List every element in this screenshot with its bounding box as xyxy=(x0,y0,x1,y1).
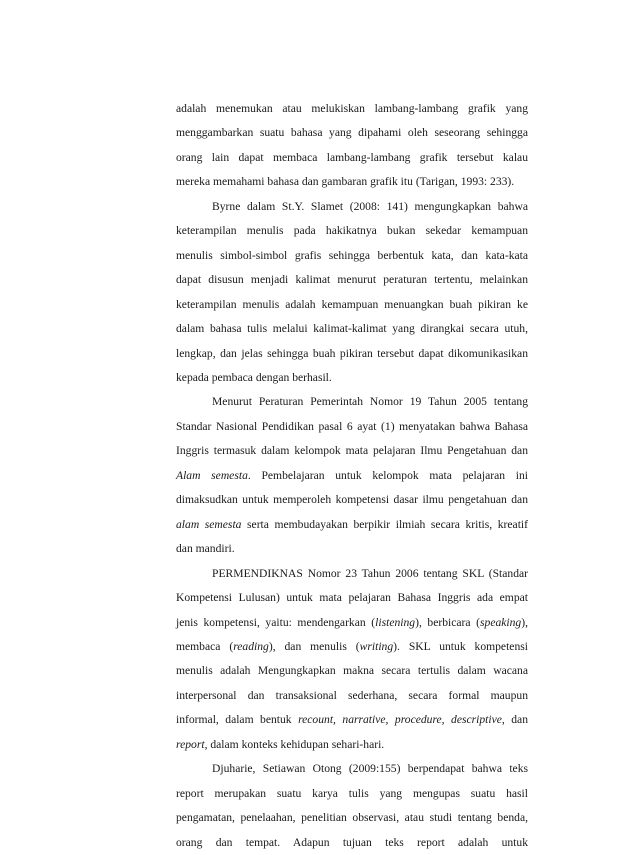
text-line: alam semesta serta membudayakan berpikir ilmiah secara kritis, kreatif xyxy=(176,517,528,531)
text-line: keterampilan menulis pada hakikatnya bukan sekedar kemampuan xyxy=(176,224,528,238)
text-line: Inggris termasuk dalam kelompok mata pelajaran Ilmu Pengetahuan dan xyxy=(176,444,528,458)
text-line: Menurut Peraturan Pemerintah Nomor 19 Tahun 2005 tentang xyxy=(212,395,528,409)
text-line: dapat disusun menjadi kalimat menurut peraturan tertentu, melainkan xyxy=(176,273,528,287)
paragraph-1 xyxy=(176,97,528,195)
paragraph-4 xyxy=(176,562,528,758)
paragraph-2 xyxy=(176,195,528,391)
text-line: menulis simbol-simbol grafis sehingga berbentuk kata, dan kata-kata xyxy=(176,248,528,262)
text-line: mereka memahami bahasa dan gambaran grafik itu (Tarigan, 1993: 233). xyxy=(176,175,515,189)
text-line: report, dalam konteks kehidupan sehari-hari. xyxy=(176,737,385,751)
text-line: PERMENDIKNAS Nomor 23 Tahun 2006 tentang SKL (Standar xyxy=(212,566,528,580)
text-line: menggambarkan suatu bahasa yang dipahami oleh seseorang sehingga xyxy=(176,126,528,140)
text-line: report merupakan suatu karya tulis yang mengupas suatu hasil xyxy=(176,786,528,800)
text-line: kepada pembaca dengan berhasil. xyxy=(176,370,332,384)
text-line: Byrne dalam St.Y. Slamet (2008: 141) mengungkapkan bahwa xyxy=(212,199,528,213)
text-line: menulis adalah Mengungkapkan makna secara tertulis dalam wacana xyxy=(176,664,528,678)
text-line: keterampilan menulis adalah kemampuan menuangkan buah pikiran ke xyxy=(176,297,528,311)
document-page xyxy=(176,97,528,855)
text-line: lengkap, dan jelas sehingga buah pikiran tersebut dapat dikomunikasikan xyxy=(176,346,528,360)
text-line: informal, dalam bentuk recount, narrative, procedure, descriptive, dan xyxy=(176,713,528,727)
text-line: Alam semesta. Pembelajaran untuk kelompok mata pelajaran ini xyxy=(176,468,528,482)
text-line: Standar Nasional Pendidikan pasal 6 ayat (1) menyatakan bahwa Bahasa xyxy=(176,419,528,433)
text-line: dimaksudkan untuk memperoleh kompetensi dasar ilmu pengetahuan dan xyxy=(176,493,528,507)
text-line: dalam bahasa tulis melalui kalimat-kalimat yang dirangkai secara utuh, xyxy=(176,322,528,336)
text-line: jenis kompetensi, yaitu: mendengarkan (listening), berbicara (speaking), xyxy=(176,615,528,629)
text-line: membaca (reading), dan menulis (writing). SKL untuk kompetensi xyxy=(176,639,528,653)
paragraph-3 xyxy=(176,390,528,561)
text-line: orang dan tempat. Adapun tujuan teks report adalah untuk xyxy=(176,835,528,849)
text-line: interpersonal dan transaksional sederhana, secara formal maupun xyxy=(176,688,528,702)
paragraph-5 xyxy=(176,757,528,855)
text-line: adalah menemukan atau melukiskan lambang-lambang grafik yang xyxy=(176,102,528,115)
text-line: Djuharie, Setiawan Otong (2009:155) berpendapat bahwa teks xyxy=(212,762,528,776)
text-line: dan mandiri. xyxy=(176,542,235,556)
text-line: Kompetensi Lulusan) untuk mata pelajaran Bahasa Inggris ada empat xyxy=(176,591,528,605)
text-line: orang lain dapat membaca lambang-lambang grafik tersebut kalau xyxy=(176,150,528,164)
text-line: pengamatan, penelaahan, penelitian observasi, atau studi tentang benda, xyxy=(176,811,528,825)
